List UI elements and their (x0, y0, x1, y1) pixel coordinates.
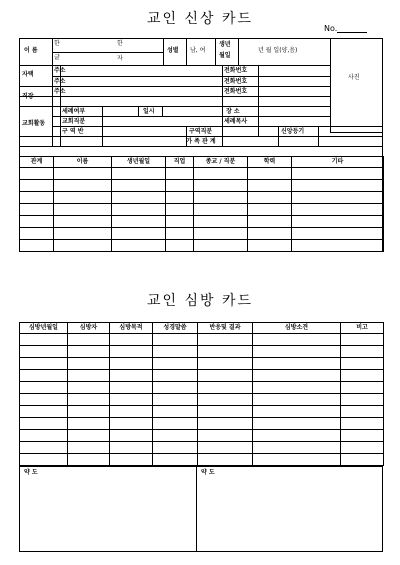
work-phone-label: 전화번호 (224, 88, 248, 95)
baptism-label: 세례여부 (62, 108, 86, 115)
col-etc: 기타 (292, 157, 384, 168)
birth-label-line2: 월일 (219, 52, 231, 59)
home-label: 자택 (22, 71, 34, 78)
card1-title: 교인 신상 카드 (146, 11, 254, 27)
visit-row[interactable] (20, 418, 384, 430)
family-row[interactable] (20, 216, 384, 228)
hanja-suffix: 자 (117, 55, 123, 62)
col-visitor: 심방자 (68, 323, 110, 334)
no-label: No. (324, 24, 338, 33)
col-education: 학력 (248, 157, 292, 168)
name-hanja-marker: 한 (117, 40, 123, 47)
col-response: 반응및 결과 (198, 323, 253, 334)
visit-row[interactable] (20, 382, 384, 394)
visit-row[interactable] (20, 442, 384, 454)
family-table (19, 156, 384, 252)
family-row[interactable] (20, 204, 384, 216)
col-scripture: 성경말씀 (153, 323, 198, 334)
baptism-place-label: 장 소 (226, 108, 240, 115)
col-remarks: 비고 (341, 323, 384, 334)
birth-label-line1: 생년 (219, 41, 231, 48)
sketch-label-left: 약 도 (24, 469, 38, 476)
visit-row[interactable] (20, 358, 384, 370)
col-purpose: 심방목적 (110, 323, 153, 334)
family-row[interactable] (20, 180, 384, 192)
no-field[interactable] (337, 24, 367, 33)
family-row[interactable] (20, 168, 384, 180)
family-row[interactable] (20, 240, 384, 252)
sketch-label-right: 약 도 (201, 469, 215, 476)
sketch-box-left[interactable] (19, 466, 197, 552)
visit-row[interactable] (20, 334, 384, 346)
work-address-label: 주소 (54, 88, 66, 95)
visit-row[interactable] (20, 394, 384, 406)
visit-row[interactable] (20, 370, 384, 382)
name-label: 이 름 (24, 47, 38, 54)
church-activity-label: 교회활동 (22, 120, 46, 127)
family-header: 가 족 관 계 (186, 138, 216, 145)
visit-row[interactable] (20, 346, 384, 358)
col-opinion: 심방소견 (253, 323, 341, 334)
hanja-prefix: 글 (54, 54, 60, 61)
visit-row[interactable] (20, 406, 384, 418)
home-address-label: 주소 (54, 67, 66, 74)
card-number (324, 24, 367, 33)
visit-table (19, 322, 384, 466)
baptizer-label: 세례목사 (224, 118, 248, 125)
baptism-date-label: 일시 (143, 108, 155, 115)
col-visit-date: 심방년월일 (20, 323, 68, 334)
gender-label: 성별 (167, 47, 179, 54)
hangul-prefix: 한 (54, 40, 60, 47)
visit-row[interactable] (20, 430, 384, 442)
church-duty-label: 교회직분 (62, 118, 86, 125)
faith-registration-label: 신앙등기 (281, 128, 305, 135)
photo-label: 사진 (348, 74, 360, 81)
visit-header-row (20, 323, 384, 334)
col-relation: 관계 (20, 157, 54, 168)
work-label: 직장 (22, 93, 34, 100)
sketch-box-right[interactable] (196, 466, 383, 552)
family-row[interactable] (20, 192, 384, 204)
col-religion: 종교 / 직분 (194, 157, 248, 168)
family-header-row (20, 157, 384, 168)
district-duty-label: 구역직분 (189, 128, 213, 135)
gender-value[interactable]: 남, 여 (190, 47, 206, 54)
birth-value[interactable]: 년 월 일(양,음) (258, 47, 298, 54)
home-phone-label-2: 전화번호 (224, 78, 248, 85)
home-phone-label: 전화번호 (224, 67, 248, 74)
visit-row[interactable] (20, 454, 384, 466)
col-birthdate: 생년월일 (112, 157, 166, 168)
district-label: 구 역 반 (62, 128, 84, 135)
col-occupation: 직업 (166, 157, 194, 168)
family-row[interactable] (20, 228, 384, 240)
card2-title: 교인 심방 카드 (146, 293, 254, 309)
home-address-label-2: 주소 (54, 78, 66, 85)
col-name: 이름 (54, 157, 112, 168)
